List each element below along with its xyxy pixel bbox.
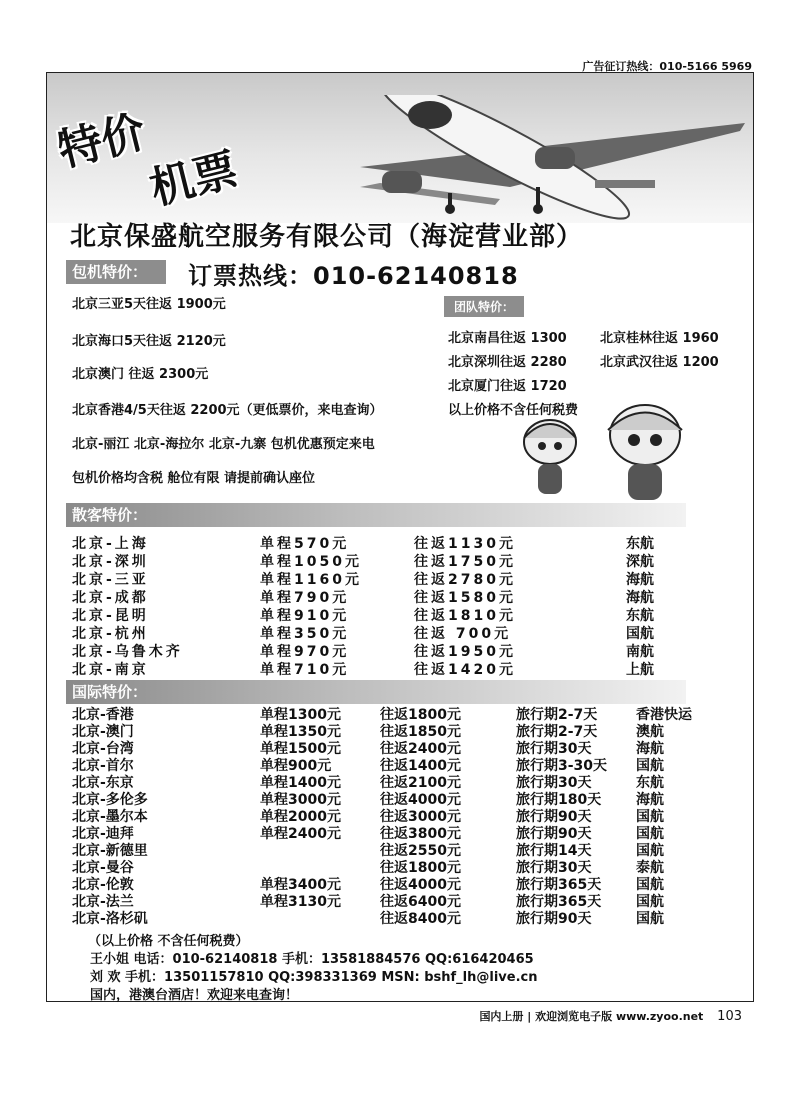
route: 北京-深圳 [72, 554, 149, 570]
route: 北京-伦敦 [72, 877, 134, 893]
round-fare: 往返3000元 [380, 809, 461, 825]
single-fare: 单程3400元 [260, 877, 341, 893]
round-fare: 往返4000元 [380, 877, 461, 893]
airline: 东航 [626, 536, 654, 552]
contact-line: 王小姐 电话：010-62140818 手机：13581884576 QQ:616420465 [90, 952, 534, 967]
route: 北京-昆明 [72, 608, 149, 624]
travel-period: 旅行期365天 [516, 877, 602, 893]
round-fare: 往返6400元 [380, 894, 461, 910]
charter-item: 北京香港4/5天往返 2200元（更低票价，来电查询） [72, 403, 383, 418]
round-fare: 往返4000元 [380, 792, 461, 808]
single-fare: 单程970元 [260, 644, 350, 660]
charter-note: 包机价格均含税 舱位有限 请提前确认座位 [72, 471, 316, 486]
round-fare: 往返2550元 [380, 843, 461, 859]
airline: 上航 [626, 662, 654, 678]
international-section-bar [66, 680, 686, 704]
airline: 国航 [636, 911, 664, 927]
single-fare: 单程2400元 [260, 826, 341, 842]
route: 北京-洛杉矶 [72, 911, 148, 927]
travel-period: 旅行期30天 [516, 741, 592, 757]
round-fare: 往返 700元 [414, 626, 512, 642]
group-item: 北京深圳往返 2280 [448, 355, 567, 370]
domestic-label: 散客特价： [72, 506, 148, 524]
footer-text: 国内上册 | 欢迎浏览电子版 www.zyoo.net [479, 1010, 704, 1023]
ad-hotline: 广告征订热线：010-5166 5969 [582, 60, 752, 73]
airline: 东航 [626, 608, 654, 624]
airline: 海航 [626, 572, 654, 588]
round-fare: 往返1800元 [380, 860, 461, 876]
airline: 海航 [636, 741, 664, 757]
single-fare: 单程3130元 [260, 894, 341, 910]
single-fare: 单程790元 [260, 590, 350, 606]
round-fare: 往返1950元 [414, 644, 516, 660]
single-fare: 单程1160元 [260, 572, 362, 588]
travel-period: 旅行期3-30天 [516, 758, 608, 774]
domestic-section-bar [66, 503, 686, 527]
charter-section-bar [66, 260, 166, 284]
route: 北京-多伦多 [72, 792, 148, 808]
charter-item: 北京海口5天往返 2120元 [72, 334, 226, 349]
international-label: 国际特价： [72, 683, 148, 701]
route: 北京-香港 [72, 707, 134, 723]
single-fare: 单程1400元 [260, 775, 341, 791]
round-fare: 往返8400元 [380, 911, 461, 927]
single-fare: 单程350元 [260, 626, 350, 642]
single-fare: 单程2000元 [260, 809, 341, 825]
contact-line: 刘 欢 手机：13501157810 QQ:398331369 MSN: bshf_lh@live.cn [90, 970, 538, 985]
travel-period: 旅行期365天 [516, 894, 602, 910]
single-fare: 单程910元 [260, 608, 350, 624]
route: 北京-南京 [72, 662, 149, 678]
tax-note: （以上价格 不含任何税费） [88, 934, 249, 949]
booking-hotline: 订票热线：010-62140818 [188, 262, 519, 290]
travel-period: 旅行期30天 [516, 775, 592, 791]
group-item: 北京武汉往返 1200 [600, 355, 719, 370]
round-fare: 往返2400元 [380, 741, 461, 757]
round-fare: 往返1420元 [414, 662, 516, 678]
route: 北京-法兰 [72, 894, 134, 910]
airline: 东航 [636, 775, 664, 791]
route: 北京-成都 [72, 590, 149, 606]
round-fare: 往返1580元 [414, 590, 516, 606]
round-fare: 往返1750元 [414, 554, 516, 570]
round-fare: 往返1800元 [380, 707, 461, 723]
charter-item: 北京三亚5天往返 1900元 [72, 297, 226, 312]
round-fare: 往返1400元 [380, 758, 461, 774]
route: 北京-杭州 [72, 626, 149, 642]
single-fare: 单程1050元 [260, 554, 362, 570]
headline-line1: 特价 [53, 106, 151, 177]
page-footer [479, 1008, 742, 1024]
travel-period: 旅行期90天 [516, 809, 592, 825]
route: 北京-台湾 [72, 741, 134, 757]
airline: 国航 [636, 894, 664, 910]
round-fare: 往返3800元 [380, 826, 461, 842]
round-fare: 往返1130元 [414, 536, 516, 552]
route: 北京-澳门 [72, 724, 134, 740]
route: 北京-乌鲁木齐 [72, 644, 183, 660]
travel-period: 旅行期14天 [516, 843, 592, 859]
travel-period: 旅行期180天 [516, 792, 602, 808]
route: 北京-上海 [72, 536, 149, 552]
group-note: 以上价格不含任何税费 [448, 403, 579, 418]
single-fare: 单程710元 [260, 662, 350, 678]
airline: 国航 [636, 843, 664, 859]
airline: 国航 [636, 809, 664, 825]
page-number: 103 [717, 1009, 742, 1024]
travel-period: 旅行期90天 [516, 911, 592, 927]
group-item: 北京厦门往返 1720 [448, 379, 567, 394]
group-label: 团队特价： [444, 296, 524, 317]
travel-period: 旅行期30天 [516, 860, 592, 876]
round-fare: 往返1810元 [414, 608, 516, 624]
charter-item: 北京澳门 往返 2300元 [72, 367, 209, 382]
single-fare: 单程1500元 [260, 741, 341, 757]
single-fare: 单程570元 [260, 536, 350, 552]
single-fare: 单程1350元 [260, 724, 341, 740]
round-fare: 往返2780元 [414, 572, 516, 588]
route: 北京-曼谷 [72, 860, 134, 876]
single-fare: 单程900元 [260, 758, 332, 774]
route: 北京-三亚 [72, 572, 149, 588]
airline: 海航 [636, 792, 664, 808]
travel-period: 旅行期2-7天 [516, 724, 598, 740]
airline: 国航 [636, 826, 664, 842]
route: 北京-首尔 [72, 758, 134, 774]
route: 北京-墨尔本 [72, 809, 148, 825]
group-item: 北京南昌往返 1300 [448, 331, 567, 346]
airline: 海航 [626, 590, 654, 606]
charter-label: 包机特价： [72, 263, 148, 281]
travel-period: 旅行期90天 [516, 826, 592, 842]
charter-routes: 北京-丽江 北京-海拉尔 北京-九寨 包机优惠预定来电 [72, 437, 375, 452]
single-fare: 单程1300元 [260, 707, 341, 723]
airline: 香港快运 [636, 707, 692, 723]
round-fare: 往返1850元 [380, 724, 461, 740]
hotel-note: 国内，港澳台酒店！欢迎来电查询！ [90, 988, 299, 1003]
route: 北京-迪拜 [72, 826, 134, 842]
airline: 国航 [636, 758, 664, 774]
airline: 南航 [626, 644, 654, 660]
company-name: 北京保盛航空服务有限公司（海淀营业部） [70, 222, 584, 252]
single-fare: 单程3000元 [260, 792, 341, 808]
airline: 深航 [626, 554, 654, 570]
round-fare: 往返2100元 [380, 775, 461, 791]
headline-line2: 机票 [145, 144, 243, 215]
group-item: 北京桂林往返 1960 [600, 331, 719, 346]
route: 北京-新德里 [72, 843, 148, 859]
airline: 国航 [626, 626, 654, 642]
airline: 国航 [636, 877, 664, 893]
travel-period: 旅行期2-7天 [516, 707, 598, 723]
airline: 泰航 [636, 860, 664, 876]
airline: 澳航 [636, 724, 664, 740]
airplane-icon [270, 95, 750, 220]
route: 北京-东京 [72, 775, 134, 791]
